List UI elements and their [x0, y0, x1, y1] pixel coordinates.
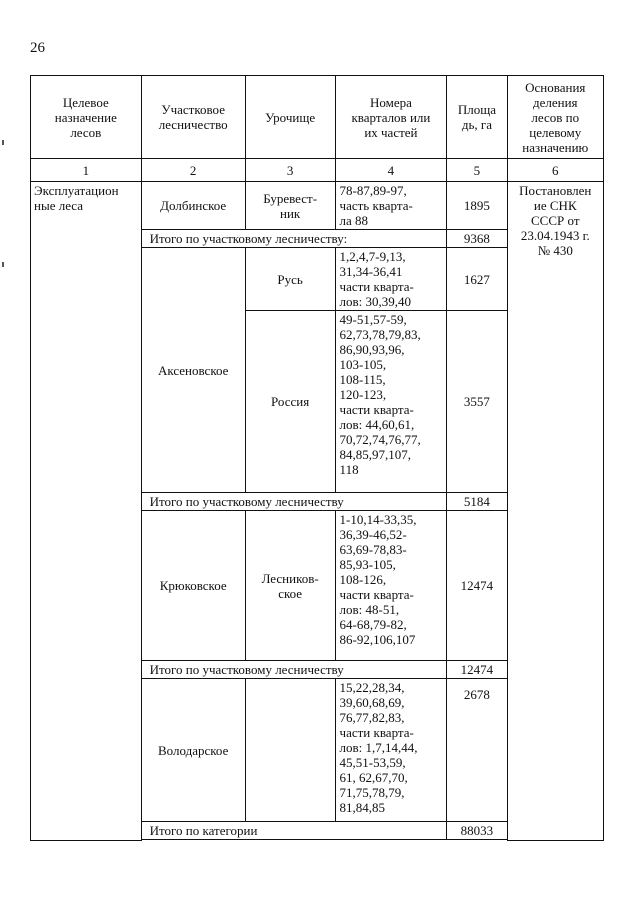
district-name: Аксеновское: [141, 248, 245, 493]
quarters-list: 15,22,28,34, 39,60,68,69, 76,77,82,83, части кварта- лов: 1,7,14,44, 45,51-53,59, 61, 62,67,70, 71,75,78,79, 81,84,85: [335, 679, 447, 822]
column-number-row: [31, 159, 604, 182]
header-quarters: Номера кварталов или их частей: [335, 76, 447, 159]
table-row: [31, 182, 604, 230]
column-number: 5: [447, 159, 507, 182]
area-value: 12474: [447, 511, 507, 661]
header-purpose: Целевое назначение лесов: [31, 76, 142, 159]
tract-name: Лесников- ское: [245, 511, 335, 661]
quarters-list: 1,2,4,7-9,13, 31,34-36,41 части кварта- лов: 30,39,40: [335, 248, 447, 311]
subtotal-area: 5184: [447, 493, 507, 511]
header-area: Площа дь, га: [447, 76, 507, 159]
column-number: 4: [335, 159, 447, 182]
column-number: 6: [507, 159, 603, 182]
category-total-area: 88033: [447, 822, 507, 840]
header-row: [31, 76, 604, 159]
district-name: Крюковское: [141, 511, 245, 661]
header-tract: Урочище: [245, 76, 335, 159]
district-name: Володарское: [141, 679, 245, 822]
tract-name: Россия: [245, 311, 335, 493]
area-value: 2678: [447, 679, 507, 822]
district-name: Долбинское: [141, 182, 245, 230]
header-basis: Основания деления лесов по целевому назначению: [507, 76, 603, 159]
tract-name: Русь: [245, 248, 335, 311]
column-number: 3: [245, 159, 335, 182]
category-total-label: Итого по категории: [141, 822, 447, 840]
quarters-list: 49-51,57-59, 62,73,78,79,83, 86,90,93,96, 103-105, 108-115, 120-123, части кварта- лов: 44,60,61, 70,72,74,76,77, 84,85,97,107, 118: [335, 311, 447, 493]
subtotal-area: 12474: [447, 661, 507, 679]
subtotal-label: Итого по участковому лесничеству: [141, 493, 447, 511]
forest-division-table: [30, 75, 604, 841]
column-number: 1: [31, 159, 142, 182]
tract-name: [245, 679, 335, 822]
quarters-list: 1-10,14-33,35, 36,39-46,52- 63,69-78,83- 85,93-105, 108-126, части кварта- лов: 48-51, 64-68,79-82, 86-92,106,107: [335, 511, 447, 661]
tract-name: Буревест- ник: [245, 182, 335, 230]
area-value: 1627: [447, 248, 507, 311]
subtotal-label: Итого по участковому лесничеству: [141, 661, 447, 679]
scan-artifact-mark: [2, 262, 4, 267]
area-value: 3557: [447, 311, 507, 493]
page-number: 26: [30, 40, 45, 56]
purpose-cell: Эксплуатацион ные леса: [31, 182, 142, 841]
basis-cell: Постановлен ие СНК СССР от 23.04.1943 г. № 430: [507, 182, 603, 841]
header-district: Участковое лесничество: [141, 76, 245, 159]
quarters-list: 78-87,89-97, часть кварта- ла 88: [335, 182, 447, 230]
spacer-cell: [141, 840, 507, 841]
column-number: 2: [141, 159, 245, 182]
scan-artifact-mark: [2, 140, 4, 145]
subtotal-label: Итого по участковому лесничеству:: [141, 230, 447, 248]
area-value: 1895: [447, 182, 507, 230]
subtotal-area: 9368: [447, 230, 507, 248]
